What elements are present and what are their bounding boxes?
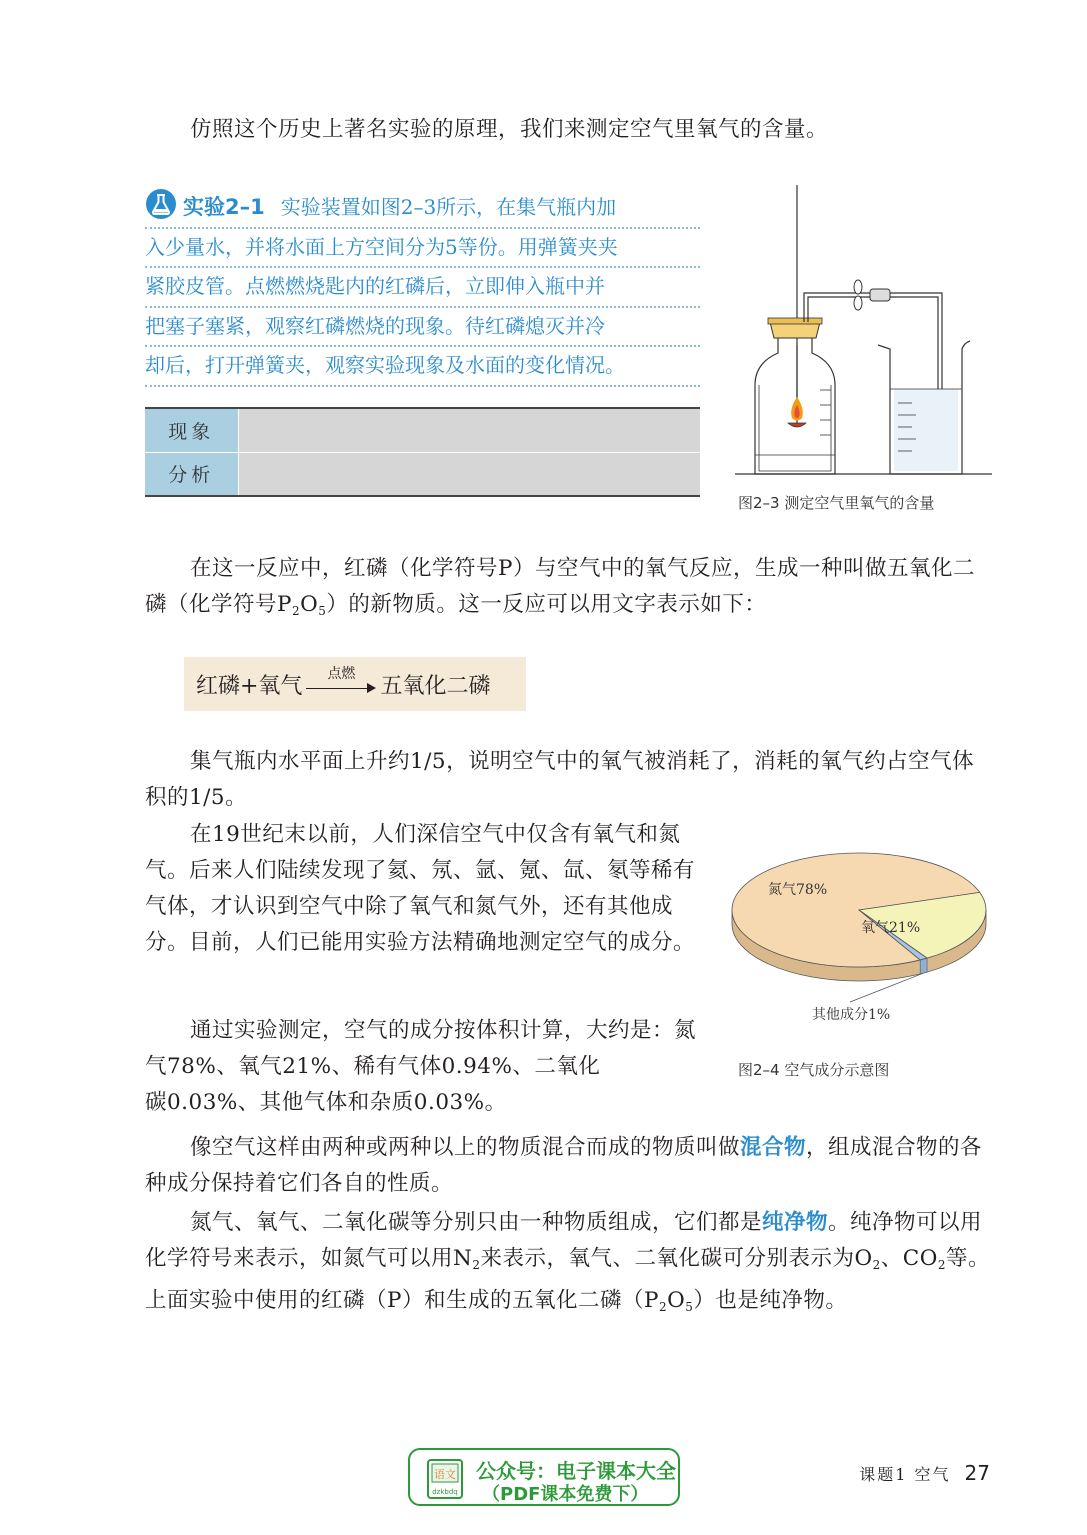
composition-paragraph-end: 碳0.03%、其他气体和杂质0.03%。 — [145, 1090, 507, 1115]
row-label-analysis: 分析 — [145, 452, 238, 496]
experiment-line-4: 把塞子塞紧，观察红磷燃烧的现象。待红磷熄灭并冷 — [145, 308, 700, 348]
footer-label: 课题1 空气 — [859, 1465, 951, 1484]
apparatus-figure — [730, 185, 992, 485]
row-label-phenomenon: 现象 — [145, 408, 238, 452]
air-composition-pie-chart — [728, 850, 990, 1030]
pie-label: 其他成分1% — [812, 1007, 891, 1023]
experiment-line-5: 却后，打开弹簧夹，观察实验现象及水面的变化情况。 — [145, 347, 700, 387]
pie-slice-side-other — [920, 958, 927, 974]
answer-cell — [238, 408, 700, 452]
subscript: 2 — [872, 1258, 881, 1272]
pie-label: 氮气78% — [768, 882, 828, 898]
flask-icon — [145, 188, 177, 220]
experiment-line-3: 紧胶皮管。点燃燃烧匙内的红磷后，立即伸入瓶中并 — [145, 268, 700, 308]
pure-text: 来表示，氧气、二氧化碳可分别表示为O — [480, 1246, 873, 1271]
reaction-text: ）的新物质。这一反应可以用文字表示如下： — [326, 592, 767, 617]
word-equation — [184, 657, 526, 711]
experiment-line-1 — [145, 188, 700, 229]
book-small-label: dzkbdq — [432, 1488, 458, 1496]
book-icon — [426, 1458, 466, 1500]
term-mixture: 混合物 — [740, 1135, 807, 1160]
intro-paragraph: 仿照这个历史上著名实验的原理，我们来测定空气里氧气的含量。 — [190, 117, 829, 142]
reaction-text: 在这一反应中，红磷（化学符号P）与空气中的氧气反应，生成一种叫做五氧化二磷（化学符号P — [145, 556, 975, 617]
subscript: 2 — [472, 1258, 481, 1272]
experiment-title: 实验2–1 — [183, 195, 265, 219]
figure-2-4-caption: 图2–4 空气成分示意图 — [738, 1061, 890, 1079]
reaction-arrow — [306, 666, 376, 699]
pure-text: 氮气、氧气、二氧化碳等分别只由一种物质组成，它们都是 — [190, 1210, 763, 1235]
history-paragraph: 在19世纪末以前，人们深信空气中仅含有氧气和氮气。后来人们陆续发现了氦、氖、氩、氪、氙、氡等稀有气体，才认识到空气中除了氧气和氮气外，还有其他成分。目前，人们已能用实验方法精确地测定空气的成分。 — [145, 822, 696, 955]
subscript: 5 — [685, 1300, 694, 1314]
term-pure-substance: 纯净物 — [762, 1210, 829, 1235]
reaction-paragraph — [145, 551, 995, 629]
answer-cell — [238, 452, 700, 496]
watermark-line-2: （PDF课本免费下） — [482, 1484, 649, 1505]
observation-table — [145, 407, 700, 497]
pie-label: 氧气21% — [861, 920, 921, 936]
subscript: 5 — [318, 604, 327, 618]
book-label: 语文 — [434, 1468, 456, 1481]
figure-2-3-caption: 图2–3 测定空气里氧气的含量 — [738, 494, 935, 512]
composition-paragraph: 通过实验测定，空气的成分按体积计算，大约是：氮气78%、氧气21%、稀有气体0.94%、二氧化 — [145, 1018, 697, 1079]
experiment-box — [145, 188, 700, 387]
experiment-line-2: 入少量水，并将水面上方空间分为5等份。用弹簧夹夹 — [145, 229, 700, 269]
arrow-head-icon — [367, 683, 376, 693]
subscript: 2 — [937, 1258, 946, 1272]
mixture-text: ，组成混合物的各种成分保持着它们各自的性质。 — [145, 1135, 983, 1196]
experiment-text: 实验装置如图2–3所示，在集气瓶内加 — [280, 195, 617, 219]
pure-substance-paragraph — [145, 1205, 995, 1325]
pure-text: 等。上面实验中使用的红磷（P）和生成的五氧化二磷（P — [145, 1246, 990, 1313]
equation-product: 五氧化二磷 — [380, 673, 491, 699]
mixture-paragraph — [145, 1130, 995, 1202]
oxygen-consumption-paragraph: 集气瓶内水平面上升约1/5，说明空气中的氧气被消耗了，消耗的氧气约占空气体积的1/5。 — [145, 749, 975, 810]
pure-text: 。纯净物可以用化学符号来表示，如氮气可以用N — [145, 1210, 983, 1271]
mixture-text: 像空气这样由两种或两种以上的物质混合而成的物质叫做 — [190, 1135, 741, 1160]
pure-text: 、CO — [880, 1246, 938, 1271]
equation-reactants: 红磷+氧气 — [196, 673, 303, 699]
page-footer — [859, 1461, 990, 1485]
watermark-badge — [408, 1448, 680, 1506]
reaction-condition: 点燃 — [327, 666, 356, 682]
table-row — [145, 452, 700, 496]
reaction-text: O — [300, 592, 319, 617]
pure-text: O — [667, 1288, 686, 1313]
table-row — [145, 408, 700, 452]
watermark-line-1: 公众号：电子课本大全 — [476, 1459, 676, 1483]
subscript: 2 — [658, 1300, 668, 1314]
pure-text: ）也是纯净物。 — [693, 1288, 848, 1313]
arrow-line — [306, 688, 372, 689]
subscript: 2 — [291, 604, 301, 618]
page-number: 27 — [964, 1461, 990, 1485]
